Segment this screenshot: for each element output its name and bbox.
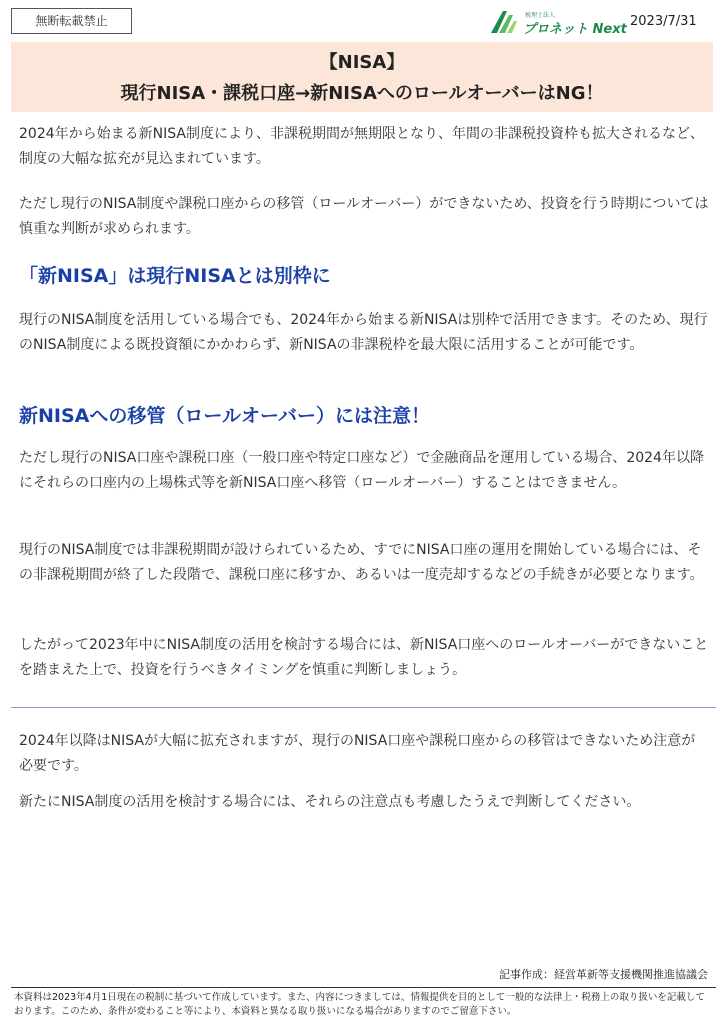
logo-subtitle: 税理士法人 [525, 12, 556, 19]
title-category: 【NISA】 [319, 52, 405, 73]
section2-paragraph-3: したがって2023年中にNISA制度の活用を検討する場合には、新NISA口座へのロールオーバーができないことを踏まえた上で、投資を行うべきタイミングを慎重に判断しましょう。 [19, 637, 709, 678]
logo-name: プロネット Next [523, 22, 627, 37]
summary-paragraph-1: 2024年以降はNISAが大幅に拡充されますが、現行のNISA口座や課税口座からの移管はできないため注意が必要です。 [19, 733, 696, 774]
page-title: 現行NISA・課税口座→新NISAへのロールオーバーはNG！ [120, 83, 604, 104]
company-logo [489, 7, 629, 37]
title-banner [11, 42, 713, 112]
section-heading-rollover-caution: 新NISAへの移管（ロールオーバー）には注意！ [19, 405, 431, 427]
section-heading-separate-quota: 「新NISA」は現行NISAとは別枠に [19, 265, 331, 287]
footer-divider [11, 987, 716, 988]
section2-paragraph-2: 現行のNISA制度では非課税期間が設けられているため、すでにNISA口座の運用を開始している場合には、その非課税期間が終了した段階で、課税口座に移すか、あるいは一度売却するなどの手続きが必要となります。 [19, 542, 704, 583]
section1-paragraph-1: 現行のNISA制度を活用している場合でも、2024年から始まる新NISAは別枠で活用できます。そのため、現行のNISA制度による既投資額にかかわらず、新NISAの非課税枠を最大限に活用することが可能です。 [19, 312, 708, 353]
publication-date: 2023/7/31 [630, 14, 697, 29]
section2-paragraph-1: ただし現行のNISA口座や課税口座（一般口座や特定口座など）で金融商品を運用している場合、2024年以降にそれらの口座内の上場株式等を新NISA口座へ移管（ロールオーバー）することはできません。 [19, 450, 704, 491]
logo-mark-icon [489, 9, 519, 35]
page-header [0, 0, 724, 42]
summary-paragraph-2: 新たにNISA制度の活用を検討する場合には、それらの注意点も考慮したうえで判断してください。 [19, 794, 641, 810]
intro-paragraph-1: 2024年から始まる新NISA制度により、非課税期間が無期限となり、年間の非課税投資枠も拡大されるなど、制度の大幅な拡充が見込まれています。 [19, 126, 704, 167]
section-divider [11, 707, 716, 708]
article-author: 記事作成：経営革新等支援機関推進協議会 [499, 968, 708, 981]
intro-paragraph-2: ただし現行のNISA制度や課税口座からの移管（ロールオーバー）ができないため、投資を行う時期については慎重な判断が求められます。 [19, 196, 709, 237]
no-reproduction-label: 無断転載禁止 [11, 8, 132, 34]
disclaimer-text: 本資料は2023年4月1日現在の税制に基づいて作成しています。また、内容につきましては、情報提供を目的として一般的な法律上・税務上の取り扱いを記載しております。このため、条件が変わること等により、本資料と異なる取り扱いになる場合がありますのでご留意下さい。 [14, 992, 705, 1017]
